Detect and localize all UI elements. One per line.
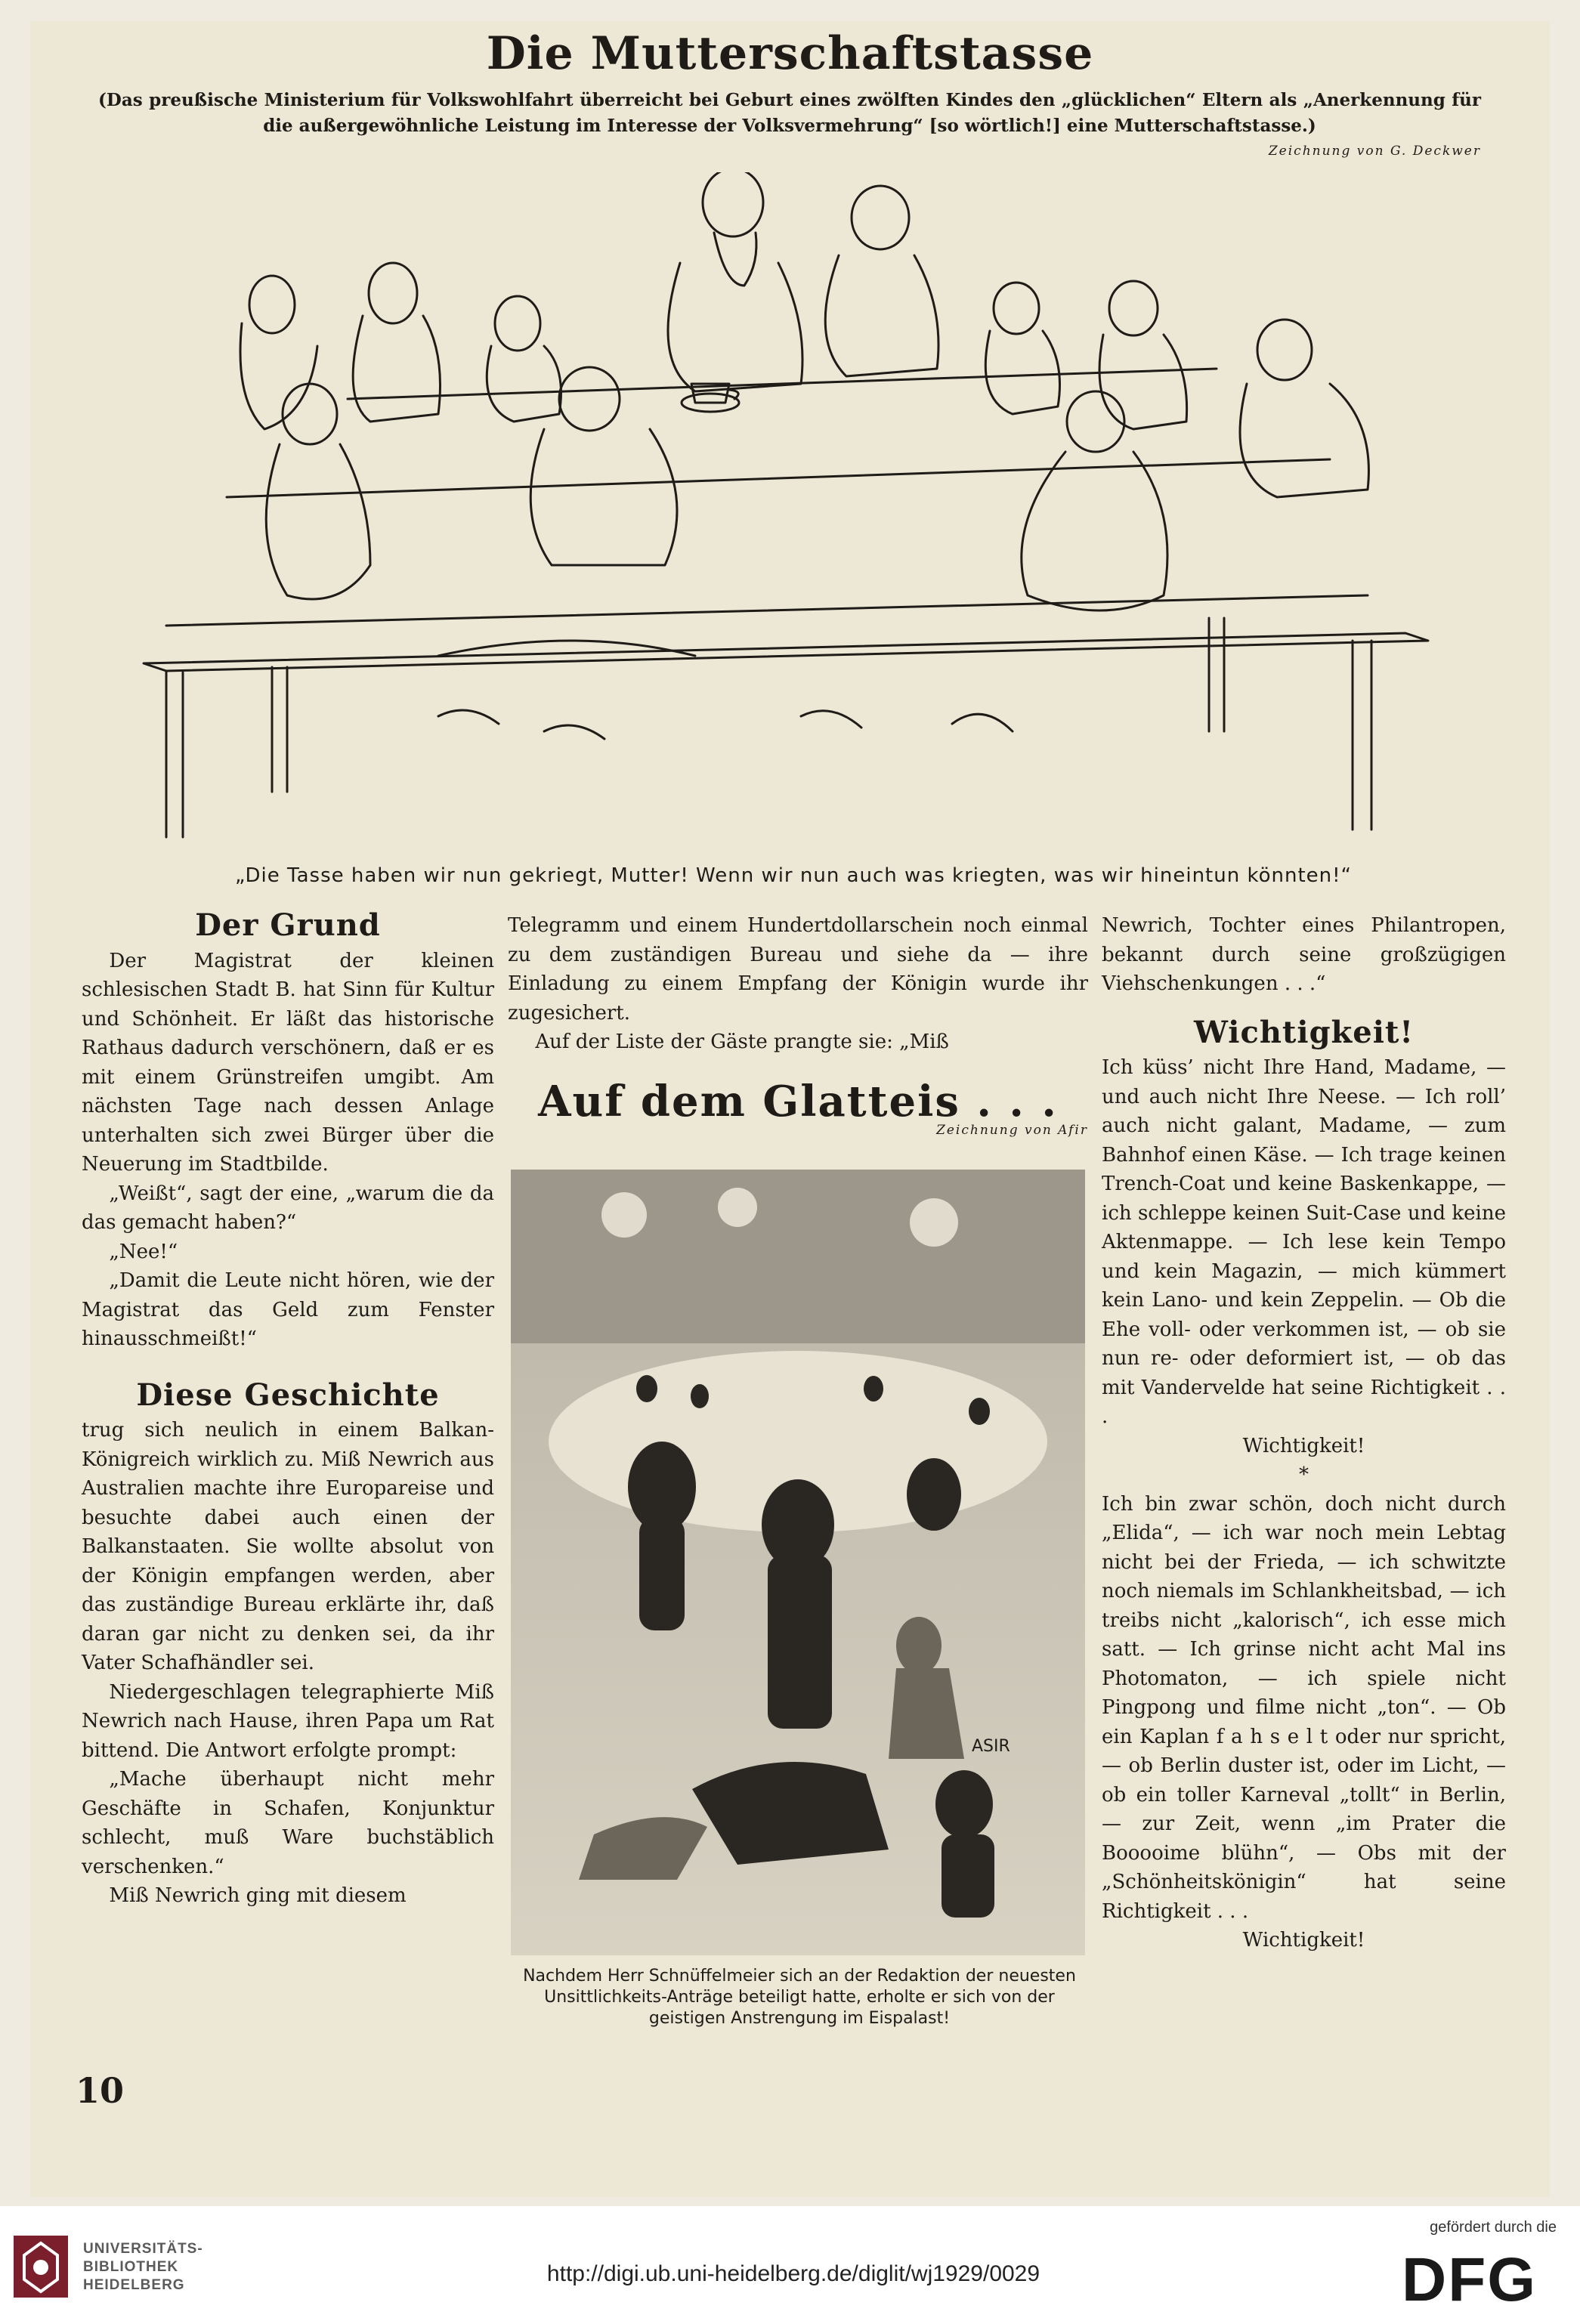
heading-wichtigkeit: Wichtigkeit!: [1194, 1014, 1414, 1050]
poem-stanza: Ich bin zwar schön, doch nicht durch „Elida“, — ich war noch mein Lebtag nicht bei der Frieda, — ich schwitzte noch niemals im Schlankheitsbad, — ich treibs nicht „kalorisch“, ich esse mich satt. — Ich grinse nicht acht Mal ins Photomaton, — ich spiele nicht Pingpong und filme nicht „ton“. — Ob ein Kaplan f a h s e l t oder nur spricht, — ob Berlin duster ist, oder im Licht, — ob ein toller Karneval „tollt“ in Berlin, — zur Zeit, wenn „im Prater die Booooime blühn“, — Obs mit der „Schönheitskönigin“ hat seine Richtigkeit . . .: [1102, 1492, 1506, 1923]
paragraph: Newrich, Tochter eines Philantropen, bekannt durch seine großzügigen Viehschenkungen . . .“: [1102, 914, 1506, 995]
paragraph: trug sich neulich in einem Balkan-Königreich wirklich zu. Miß Newrich aus Australien machte ihre Europareise und besuchte dabei auch einen der Balkanstaaten. Sie wollte absolut von der Königin empfangen werden, aber das zuständige Bureau erklärte ihr, daß daran gar nicht zu denken sei, da ihr Vater Schafhändler sei.: [82, 1419, 494, 1674]
university-seal-icon: [11, 2233, 71, 2301]
paragraph: Der Magistrat der kleinen schlesischen Stadt B. hat Sinn für Kultur und Schönheit. Er läßt das historische Rathaus dadurch verschönern, daß er es mit einem Grünstreifen umgibt. Am nächsten Tage nach dessen Anlage unterhalten sich zwei Bürger über die Neuerung im Stadtbilde.: [82, 949, 494, 1176]
paragraph: Miß Newrich ging mit diesem: [109, 1884, 407, 1907]
section-asterisk: *: [1299, 1463, 1309, 1486]
paragraph: Auf der Liste der Gäste prangte sie: „Miß: [535, 1031, 949, 1053]
paragraph: „Weißt“, sagt der eine, „warum die da das gemacht haben?“: [82, 1182, 494, 1234]
svg-text:DFG: DFG: [1402, 2248, 1538, 2308]
paragraph: „Nee!“: [109, 1240, 178, 1263]
institution-name: UNIVERSITÄTS- BIBLIOTHEK HEIDELBERG: [83, 2241, 203, 2293]
digitization-link[interactable]: http://digi.ub.uni-heidelberg.de/diglit/wj1929/0029: [546, 2261, 1040, 2286]
poem-stanza: Ich küss’ nicht Ihre Hand, Madame, — und auch nicht Ihre Neese. — Ich roll’ auch nicht galant, Madame, — zum Bahnhof einen Käse. — Ich trage keinen Trench-Coat und keine Baskenkappe, — ich schleppe keinen Suit-Case und keine Aktenmappe. — Ich lese kein Tempo und kein Magazin, — mich kümmert kein Lano- und kein Zeppelin. — Ob die Ehe voll- oder verkommen ist, — ob sie nun re- oder deformiert ist, — ob das mit Vandervelde hat seine Richtigkeit . . .: [1102, 1056, 1506, 1428]
paragraph: „Mache überhaupt nicht mehr Geschäfte in Schafen, Konjunktur schlecht, muß Ware buchstäblich verschenken.“: [82, 1768, 494, 1878]
artist-signature: ASIR: [972, 1737, 1010, 1756]
magazine-page: [30, 21, 1550, 2197]
page-title: Die Mutterschaftstasse: [486, 27, 1094, 80]
paragraph: Telegramm und einem Hundertdollarschein noch einmal zu dem zuständigen Bureau und siehe da — ihre Einladung zu einem Empfang der Königin wurde ihr zugesichert.: [508, 914, 1088, 1024]
paragraph: „Damit die Leute nicht hören, wie der Magistrat das Geld zum Fenster hinausschmeißt!“: [82, 1269, 494, 1350]
family-table-illustration: [121, 172, 1451, 852]
page-subtitle: (Das preußische Ministerium für Volkswohlfahrt überreicht bei Geburt eines zwölften Kindes den „glücklichen“ Eltern als „Anerkennung für die außergewöhnliche Leistung im Interesse der Volksvermehrung“ [so wörtlich!] eine Mutterschaftstasse.): [98, 90, 1481, 136]
poem-refrain: Wichtigkeit!: [1242, 1929, 1365, 1952]
heading-diese-geschichte: Diese Geschichte: [136, 1377, 440, 1413]
column-2: [508, 911, 1088, 1145]
poem-refrain: Wichtigkeit!: [1242, 1434, 1365, 1457]
heading-auf-dem-glatteis: Auf dem Glatteis . . .: [538, 1076, 1058, 1126]
page-number: 10: [76, 2070, 125, 2111]
illustration-credit: Zeichnung von G. Deckwer: [1268, 144, 1481, 159]
ice-skating-illustration: [511, 1170, 1085, 1955]
sponsor-text: gefördert durch die: [1430, 2219, 1557, 2236]
illustration-credit: Zeichnung von Afir: [936, 1123, 1088, 1138]
column-3: [1102, 911, 1506, 1955]
dfg-logo: [1402, 2248, 1562, 2308]
paragraph: Niedergeschlagen telegraphierte Miß Newrich nach Hause, ihren Papa um Rat bittend. Die Antwort erfolgte prompt:: [82, 1680, 494, 1762]
skating-caption: Nachdem Herr Schnüffelmeier sich an der Redaktion der neuesten Unsittlichkeits-Anträge beteiligt hatte, erholte er sich von der geistigen Anstrengung im Eispalast!: [523, 1967, 1076, 2028]
column-1: [82, 907, 494, 1911]
illustration-caption: „Die Tasse haben wir nun gekriegt, Mutter! Wenn wir nun auch was kriegten, was wir hineintun könnten!“: [234, 864, 1353, 887]
heading-der-grund: Der Grund: [195, 907, 381, 943]
